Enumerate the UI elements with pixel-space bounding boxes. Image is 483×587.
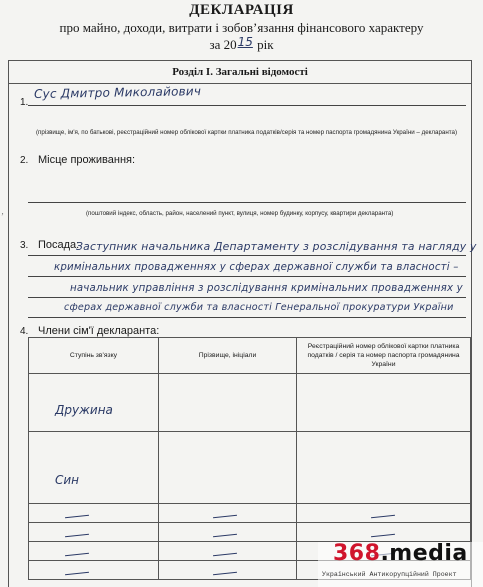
position-line-4: сферах державної служби та власності Генеральної прокуратури України: [64, 302, 454, 313]
table-row: [29, 374, 471, 432]
table-cell: [29, 432, 159, 504]
field4-label: Члени сім'ї декларанта:: [38, 325, 160, 337]
blank-dash: [65, 515, 89, 519]
field2-label: Місце проживання:: [38, 154, 136, 166]
blank-dash: [371, 515, 395, 519]
field3-number: 3.: [20, 240, 29, 251]
relation-handwritten: Син: [55, 473, 80, 487]
field1-number: 1.: [20, 97, 29, 108]
field2-number: 2.: [20, 155, 29, 166]
year-suffix: рік: [257, 37, 274, 52]
blank-dash: [213, 553, 237, 557]
table-row: [29, 523, 471, 542]
column-header-tax-id: Реєстраційний номер облікової картки платника податків / серія та номер паспорта громадянина України: [297, 338, 471, 374]
field2-caption: (поштовий індекс, область, район, населений пункт, вулиця, номер будинку, корпусу, квартири декларанта): [86, 210, 394, 217]
blank-dash: [213, 572, 237, 576]
table-cell: [297, 432, 471, 504]
field3-line-2: [28, 276, 466, 277]
position-line-2: кримінальних провадженнях у сферах державної служби та власності –: [54, 262, 459, 273]
table-cell: [29, 523, 159, 542]
table-cell: [297, 523, 471, 542]
declarant-name-handwritten: Сус Дмитро Миколайович: [33, 84, 202, 101]
table-row: [29, 504, 471, 523]
field1-line: [28, 105, 466, 106]
position-line-1: Заступник начальника Департаменту з розслідування та нагляду у: [76, 240, 477, 253]
table-cell: [159, 523, 297, 542]
field4-number: 4.: [20, 326, 29, 337]
table-cell: [297, 374, 471, 432]
section-title: Розділ І. Загальні відомості: [8, 60, 472, 84]
blank-dash: [65, 534, 89, 538]
table-row: [29, 432, 471, 504]
field2-line: [28, 202, 466, 203]
field3-line-1: [28, 255, 466, 256]
table-header-row: [29, 338, 471, 374]
table-cell: [159, 542, 297, 561]
table-cell: [29, 542, 159, 561]
table-cell: [29, 374, 159, 432]
field1-caption: (прізвище, ім'я, по батькові, реєстраційний номер облікової картки платника податків/серія та номер паспорта громадянина України – декларанта): [36, 129, 458, 136]
watermark-logo: 368.media: [333, 541, 468, 566]
year-prefix: за 20: [209, 37, 237, 52]
field3-line-4: [28, 317, 466, 318]
margin-mark: ‚: [1, 206, 4, 216]
table-cell: [159, 504, 297, 523]
relation-handwritten: Дружина: [55, 403, 113, 417]
blank-dash: [213, 534, 237, 538]
table-cell: [29, 504, 159, 523]
table-cell: [159, 561, 297, 580]
blank-dash: [371, 534, 395, 538]
column-header-relation: Ступінь зв'язку: [29, 338, 159, 374]
position-line-3: начальник управління з розслідування кримінальних провадженнях у: [70, 283, 463, 294]
year-handwritten: 15: [237, 35, 253, 49]
table-cell: [297, 504, 471, 523]
blank-dash: [213, 515, 237, 519]
column-header-name: Прізвище, ініціали: [159, 338, 297, 374]
blank-dash: [65, 553, 89, 557]
field3-label: Посада:: [38, 239, 80, 251]
document-title: ДЕКЛАРАЦІЯ: [189, 2, 294, 18]
table-cell: [159, 374, 297, 432]
declaration-year: [0, 37, 483, 53]
blank-dash: [65, 572, 89, 576]
document-subtitle: про майно, доходи, витрати і зобов’язання фінансового характеру: [59, 20, 424, 35]
watermark-tagline: Український Антикорупційний Проект: [322, 571, 457, 578]
field3-line-3: [28, 297, 466, 298]
table-cell: [29, 561, 159, 580]
table-cell: [159, 432, 297, 504]
